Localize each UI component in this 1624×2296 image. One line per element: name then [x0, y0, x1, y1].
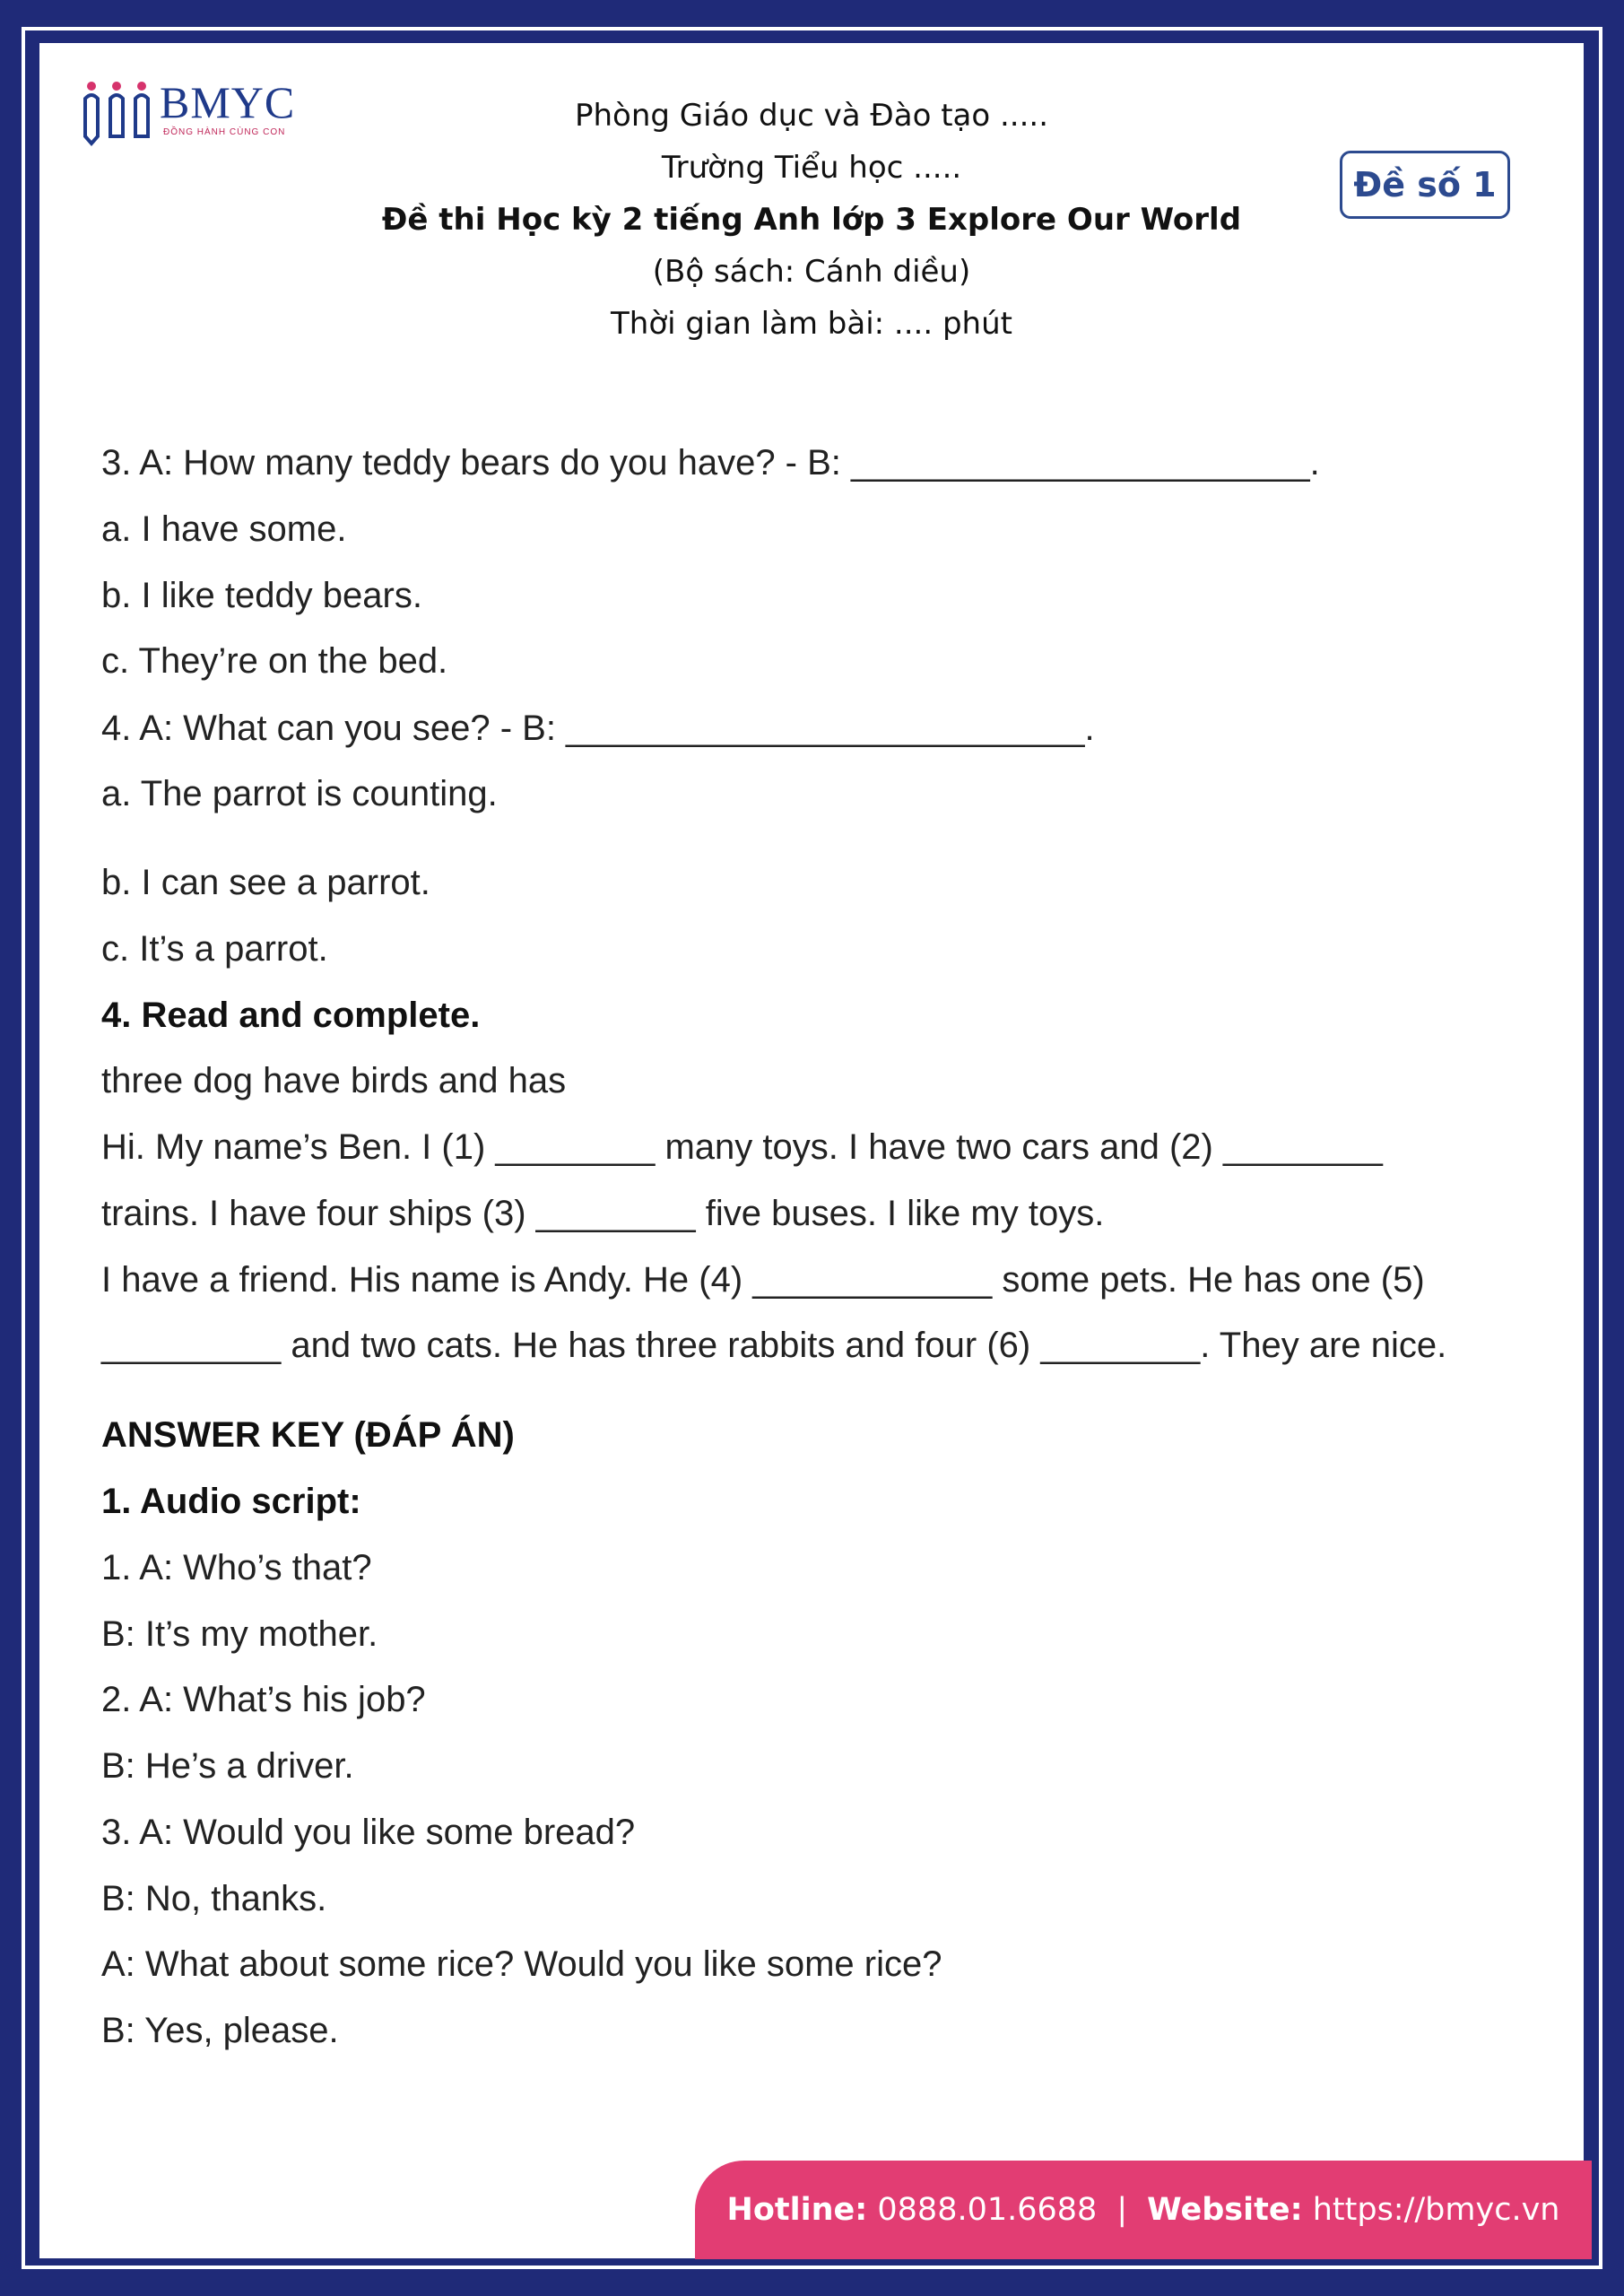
question-4-option-a: a. The parrot is counting. [101, 774, 498, 813]
passage-line: I have a friend. His name is Andy. He (4) ____________ some pets. He has one (5) [101, 1260, 1425, 1300]
contact-footer [695, 2161, 1592, 2259]
document-page [39, 43, 1584, 2258]
section-4-heading: 4. Read and complete. [101, 996, 481, 1035]
script-line: B: No, thanks. [101, 1879, 327, 1918]
script-line: A: What about some rice? Would you like some rice? [101, 1944, 942, 1984]
hotline-number[interactable]: 0888.01.6688 [877, 2192, 1098, 2228]
question-3-prompt: 3. A: How many teddy bears do you have? - B: _______________________. [101, 443, 1320, 483]
website-link[interactable]: https://bmyc.vn [1312, 2192, 1560, 2228]
script-line: 1. A: Who’s that? [101, 1548, 372, 1587]
logo-tagline: ĐỒNG HÀNH CÙNG CON [163, 127, 286, 137]
script-line: 2. A: What’s his job? [101, 1680, 426, 1719]
question-4-option-b: b. I can see a parrot. [101, 863, 430, 902]
hotline-label: Hotline: [726, 2192, 868, 2228]
script-line: 3. A: Would you like some bread? [101, 1813, 636, 1852]
question-4-prompt: 4. A: What can you see? - B: __________________________. [101, 709, 1095, 748]
passage-line: trains. I have four ships (3) ________ five buses. I like my toys. [101, 1194, 1105, 1233]
audio-script-heading: 1. Audio script: [101, 1482, 361, 1521]
exam-header [39, 90, 1584, 350]
duration-line: Thời gian làm bài: .... phút [611, 306, 1012, 342]
department-line: Phòng Giáo dục và Đào tạo ..... [574, 98, 1049, 134]
question-3-option-b: b. I like teddy bears. [101, 576, 422, 615]
footer-separator: | [1116, 2192, 1128, 2228]
logo-brand-text: BMYC [160, 77, 296, 127]
passage-line: Hi. My name’s Ben. I (1) ________ many toys. I have two cars and (2) ________ [101, 1127, 1383, 1167]
word-bank: three dog have birds and has [101, 1061, 567, 1100]
exam-title: Đề thi Học kỳ 2 tiếng Anh lớp 3 Explore Our World [381, 202, 1242, 238]
school-line: Trường Tiểu học ..... [661, 150, 962, 186]
question-3-option-c: c. They’re on the bed. [101, 641, 448, 681]
answer-key-heading: ANSWER KEY (ĐÁP ÁN) [101, 1415, 515, 1455]
question-3-option-a: a. I have some. [101, 509, 347, 549]
script-line: B: He’s a driver. [101, 1746, 354, 1786]
exam-number-badge: Đề số 1 [1340, 151, 1510, 219]
script-line: B: Yes, please. [101, 2011, 339, 2050]
question-4-option-c: c. It’s a parrot. [101, 929, 328, 969]
passage-line: _________ and two cats. He has three rabbits and four (6) ________. They are nice. [101, 1326, 1447, 1365]
script-line: B: It’s my mother. [101, 1614, 378, 1654]
book-series-line: (Bộ sách: Cánh diều) [652, 254, 971, 290]
website-label: Website: [1147, 2192, 1303, 2228]
